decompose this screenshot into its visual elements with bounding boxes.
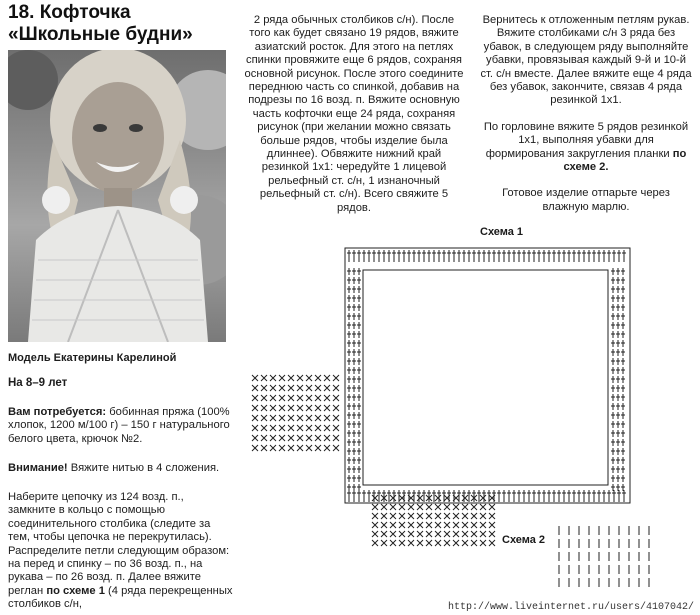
crossed-stitch-symbol xyxy=(279,445,285,451)
crossed-stitch-symbol xyxy=(261,445,267,451)
crossed-stitch-symbol xyxy=(390,504,396,510)
crossed-stitch-symbol xyxy=(399,513,405,519)
crossed-stitch-symbol xyxy=(426,540,432,546)
crossed-stitch-symbol xyxy=(324,405,330,411)
crossed-stitch-symbol xyxy=(408,522,414,528)
schema-2-chart xyxy=(555,522,665,592)
attention-paragraph xyxy=(8,462,233,475)
crossed-stitch-symbol xyxy=(279,375,285,381)
crossed-stitch-symbol xyxy=(453,522,459,528)
crossed-stitch-symbol xyxy=(315,385,321,391)
crossed-stitch-symbol xyxy=(297,445,303,451)
crossed-stitch-symbol xyxy=(306,405,312,411)
title-line-2: «Школьные будни» xyxy=(8,24,193,45)
crossed-stitch-symbol xyxy=(453,531,459,537)
crossed-stitch-symbol xyxy=(288,395,294,401)
crossed-stitch-symbol xyxy=(453,504,459,510)
crossed-stitch-symbol xyxy=(333,435,339,441)
column-3-paragraph-2 xyxy=(480,121,692,175)
crossed-stitch-symbol xyxy=(297,385,303,391)
crossed-stitch-symbol xyxy=(270,415,276,421)
column-3-paragraph-1: Вернитесь к отложенным петлям рукав. Вяжите столбиками с/н 3 ряда без убавок, в следующем ряду выполняйте убавки, провязывая каждый 9-й и 10-й ст. с/н вместе. Далее вяжите еще 4 ряда без убавок, закончите, связав 4 ряда резинкой 1х1. xyxy=(480,14,692,107)
crossed-stitch-symbol xyxy=(324,395,330,401)
crossed-stitch-symbol xyxy=(324,425,330,431)
crossed-stitch-symbol xyxy=(279,385,285,391)
crossed-stitch-symbol xyxy=(408,504,414,510)
crossed-stitch-symbol xyxy=(252,405,258,411)
crossed-stitch-symbol xyxy=(462,522,468,528)
crossed-stitch-symbol xyxy=(297,415,303,421)
crossed-stitch-symbol xyxy=(444,531,450,537)
crossed-stitch-symbol xyxy=(315,435,321,441)
crossed-stitch-symbol xyxy=(333,415,339,421)
crossed-stitch-symbol xyxy=(324,375,330,381)
crossed-stitch-symbol xyxy=(372,522,378,528)
crossed-stitch-symbol xyxy=(435,522,441,528)
crossed-stitch-symbol xyxy=(462,540,468,546)
crossed-stitch-symbol xyxy=(462,495,468,501)
crossed-stitch-symbol xyxy=(279,395,285,401)
crossed-stitch-symbol xyxy=(252,375,258,381)
crossed-stitch-symbol xyxy=(252,385,258,391)
crossed-stitch-symbol xyxy=(417,522,423,528)
schema-1-diagram xyxy=(245,228,645,563)
crossed-stitch-symbol xyxy=(288,435,294,441)
crossed-stitch-symbol xyxy=(381,504,387,510)
crossed-stitch-symbol xyxy=(381,513,387,519)
materials-label: Вам потребуется: xyxy=(8,406,107,418)
crossed-stitch-symbol xyxy=(333,445,339,451)
crossed-stitch-symbol xyxy=(288,405,294,411)
crossed-stitch-symbol xyxy=(279,405,285,411)
schema-2-diagram xyxy=(555,522,665,597)
crossed-stitch-symbol xyxy=(288,445,294,451)
crossed-stitch-symbol xyxy=(489,531,495,537)
schema-2-title: Схема 2 xyxy=(502,534,546,546)
crossed-stitch-symbol xyxy=(408,531,414,537)
crossed-stitch-symbol xyxy=(252,395,258,401)
column-3 xyxy=(480,14,692,227)
article-title xyxy=(8,2,223,46)
crossed-stitch-symbol xyxy=(399,540,405,546)
crossed-stitch-symbol xyxy=(435,504,441,510)
crossed-stitch-symbol xyxy=(333,385,339,391)
crossed-stitch-symbol xyxy=(324,385,330,391)
crossed-stitch-symbol xyxy=(279,415,285,421)
crossed-stitch-symbol xyxy=(324,435,330,441)
crossed-stitch-symbol xyxy=(252,435,258,441)
crossed-stitch-symbol xyxy=(306,375,312,381)
crossed-stitch-symbol xyxy=(417,504,423,510)
crossed-stitch-symbol xyxy=(252,415,258,421)
crossed-stitch-symbol xyxy=(261,425,267,431)
crossed-stitch-symbol xyxy=(480,513,486,519)
crossed-stitch-symbol xyxy=(288,385,294,391)
crossed-stitch-symbol xyxy=(453,513,459,519)
crossed-stitch-symbol xyxy=(390,531,396,537)
crossed-stitch-symbol xyxy=(480,495,486,501)
crossed-stitch-symbol xyxy=(333,405,339,411)
age-range: На 8–9 лет xyxy=(8,377,68,389)
crossed-stitch-symbol xyxy=(489,513,495,519)
crossed-stitch-symbol xyxy=(408,513,414,519)
crossed-stitch-symbol xyxy=(270,435,276,441)
title-line-1: 18. Кофточка xyxy=(8,2,131,23)
crossed-stitch-symbol xyxy=(444,540,450,546)
crossed-stitch-symbol xyxy=(372,495,378,501)
crossed-stitch-symbol xyxy=(306,385,312,391)
column-3-p2-text: По горловине вяжите 5 рядов резинкой 1х1, выполняя убавки для формирования закругления планки xyxy=(483,120,689,160)
crossed-stitch-symbol xyxy=(261,375,267,381)
crossed-stitch-symbol xyxy=(480,531,486,537)
crossed-stitch-symbol xyxy=(426,513,432,519)
crossed-stitch-symbol xyxy=(426,504,432,510)
column-2-paragraph: 2 ряда обычных столбиков с/н). После того как будет связано 19 рядов, вяжите азиатский росток. Для этого на петлях спинки провяжите еще 6 рядов, сохраняя основной рисунок. После этого соедините переднюю часть со спинкой, добавив на подрезы по 16 возд. п. Вяжите основную часть кофточки еще 24 ряда, сохраняя рисунок (при желании можно связать больше рядов, чтобы изделие была длиннее). Обвяжите нижний край резинкой 1х1: чередуйте 1 лицевой рельефный ст. с/н, 1 изнаночный рельефный ст. с/н). Всего свяжите 5 рядов. xyxy=(244,14,464,214)
crossed-stitch-symbol xyxy=(462,531,468,537)
crossed-stitch-symbol xyxy=(417,513,423,519)
crossed-stitch-symbol xyxy=(333,425,339,431)
crossed-stitch-symbol xyxy=(315,425,321,431)
crossed-stitch-symbol xyxy=(471,504,477,510)
attention-text: Вяжите нитью в 4 сложения. xyxy=(67,462,220,474)
crossed-stitch-symbol xyxy=(435,513,441,519)
crossed-stitch-symbol xyxy=(399,531,405,537)
crossed-stitch-symbol xyxy=(417,495,423,501)
crossed-stitch-symbol xyxy=(324,445,330,451)
crossed-stitch-symbol xyxy=(444,504,450,510)
crossed-stitch-symbol xyxy=(489,504,495,510)
crossed-stitch-symbol xyxy=(408,540,414,546)
crossed-stitch-symbol xyxy=(315,405,321,411)
crossed-stitch-symbol xyxy=(390,513,396,519)
crossed-stitch-symbol xyxy=(480,522,486,528)
crossed-stitch-symbol xyxy=(480,504,486,510)
crossed-stitch-symbol xyxy=(372,513,378,519)
crossed-stitch-symbol xyxy=(297,425,303,431)
crossed-stitch-symbol xyxy=(270,445,276,451)
crossed-stitch-symbol xyxy=(288,425,294,431)
materials-text: бобинная пряжа (100% хлопок, 1200 м/100 г) – 150 г натурального белого цвета, крючок №2. xyxy=(8,406,230,445)
crossed-stitch-symbol xyxy=(261,395,267,401)
crossed-stitch-symbol xyxy=(315,415,321,421)
crossed-stitch-symbol xyxy=(435,531,441,537)
crossed-stitch-symbol xyxy=(252,425,258,431)
crossed-stitch-symbol xyxy=(279,435,285,441)
model-credit: Модель Екатерины Карелиной xyxy=(8,352,177,364)
crossed-stitch-symbol xyxy=(417,540,423,546)
crossed-stitch-symbol xyxy=(306,395,312,401)
crossed-stitch-symbol xyxy=(462,513,468,519)
crossed-stitch-symbol xyxy=(390,540,396,546)
crossed-stitch-symbol xyxy=(270,425,276,431)
source-url: http://www.liveinternet.ru/users/4107042/ xyxy=(447,602,694,613)
crossed-stitch-symbol xyxy=(315,375,321,381)
crossed-stitch-symbol xyxy=(453,540,459,546)
crossed-stitch-symbol xyxy=(270,395,276,401)
column-3-paragraph-3: Готовое изделие отпарьте через влажную марлю. xyxy=(502,187,670,213)
crossed-stitch-symbol xyxy=(381,522,387,528)
crossed-stitch-symbol xyxy=(390,495,396,501)
crossed-stitch-symbol xyxy=(390,522,396,528)
instructions-paragraph xyxy=(8,491,233,612)
crossed-stitch-symbol xyxy=(270,385,276,391)
crossed-stitch-symbol xyxy=(297,395,303,401)
crossed-stitch-symbol xyxy=(288,415,294,421)
crossed-stitch-symbol xyxy=(270,405,276,411)
crossed-stitch-symbol xyxy=(372,531,378,537)
crossed-stitch-symbol xyxy=(315,445,321,451)
crossed-stitch-symbol xyxy=(372,540,378,546)
crossed-stitch-symbol xyxy=(399,522,405,528)
instructions-text: Наберите цепочку из 124 возд. п., замкните в кольцо с помощью соединительного столбика (следите за тем, чтобы цепочка не перекрутилась). Распределите петли следующим образом: на перед и спинку – по 36 возд. п., на рукава – по 26 возд. п. Далее вяжите реглан xyxy=(8,491,230,597)
crossed-stitch-symbol xyxy=(435,495,441,501)
crossed-stitch-symbol xyxy=(315,395,321,401)
crossed-stitch-symbol xyxy=(261,405,267,411)
crossed-stitch-symbol xyxy=(489,522,495,528)
crossed-stitch-symbol xyxy=(399,504,405,510)
crossed-stitch-symbol xyxy=(489,540,495,546)
attention-label: Внимание! xyxy=(8,462,68,474)
crossed-stitch-symbol xyxy=(444,513,450,519)
crossed-stitch-symbol xyxy=(426,522,432,528)
crossed-stitch-symbol xyxy=(306,445,312,451)
crossed-stitch-symbol xyxy=(462,504,468,510)
crossed-stitch-symbol xyxy=(471,540,477,546)
crossed-stitch-symbol xyxy=(471,531,477,537)
crossed-stitch-symbol xyxy=(297,435,303,441)
crossed-stitch-symbol xyxy=(297,405,303,411)
crossed-stitch-symbol xyxy=(372,504,378,510)
crossed-stitch-symbol xyxy=(417,531,423,537)
crossed-stitch-symbol xyxy=(333,375,339,381)
child-photo xyxy=(8,50,226,342)
crossed-stitch-symbol xyxy=(471,513,477,519)
crossed-stitch-symbol xyxy=(381,531,387,537)
crossed-stitch-symbol xyxy=(306,435,312,441)
crossed-stitch-symbol xyxy=(381,540,387,546)
crossed-stitch-symbol xyxy=(261,435,267,441)
crossed-stitch-symbol xyxy=(306,425,312,431)
crossed-stitch-symbol xyxy=(252,445,258,451)
crossed-stitch-symbol xyxy=(261,385,267,391)
crossed-stitch-symbol xyxy=(426,531,432,537)
crossed-stitch-symbol xyxy=(306,415,312,421)
materials-paragraph xyxy=(8,406,233,446)
crossed-stitch-symbol xyxy=(288,375,294,381)
crossed-stitch-symbol xyxy=(471,522,477,528)
crossed-stitch-symbol xyxy=(270,375,276,381)
schema-1-title: Схема 1 xyxy=(480,226,524,238)
crossed-stitch-symbol xyxy=(324,415,330,421)
column-3-p2-bold: по схеме 2. xyxy=(563,147,687,174)
schema-1-chart xyxy=(245,228,645,558)
crossed-stitch-symbol xyxy=(435,540,441,546)
crossed-stitch-symbol xyxy=(480,540,486,546)
crossed-stitch-symbol xyxy=(297,375,303,381)
crossed-stitch-symbol xyxy=(333,395,339,401)
instructions-bold: по схеме 1 xyxy=(46,584,105,597)
instructions-text-after: (4 ряда перекрещенных столбиков с/н, xyxy=(8,584,233,611)
crossed-stitch-symbol xyxy=(279,425,285,431)
crossed-stitch-symbol xyxy=(444,522,450,528)
crossed-stitch-symbol xyxy=(261,415,267,421)
